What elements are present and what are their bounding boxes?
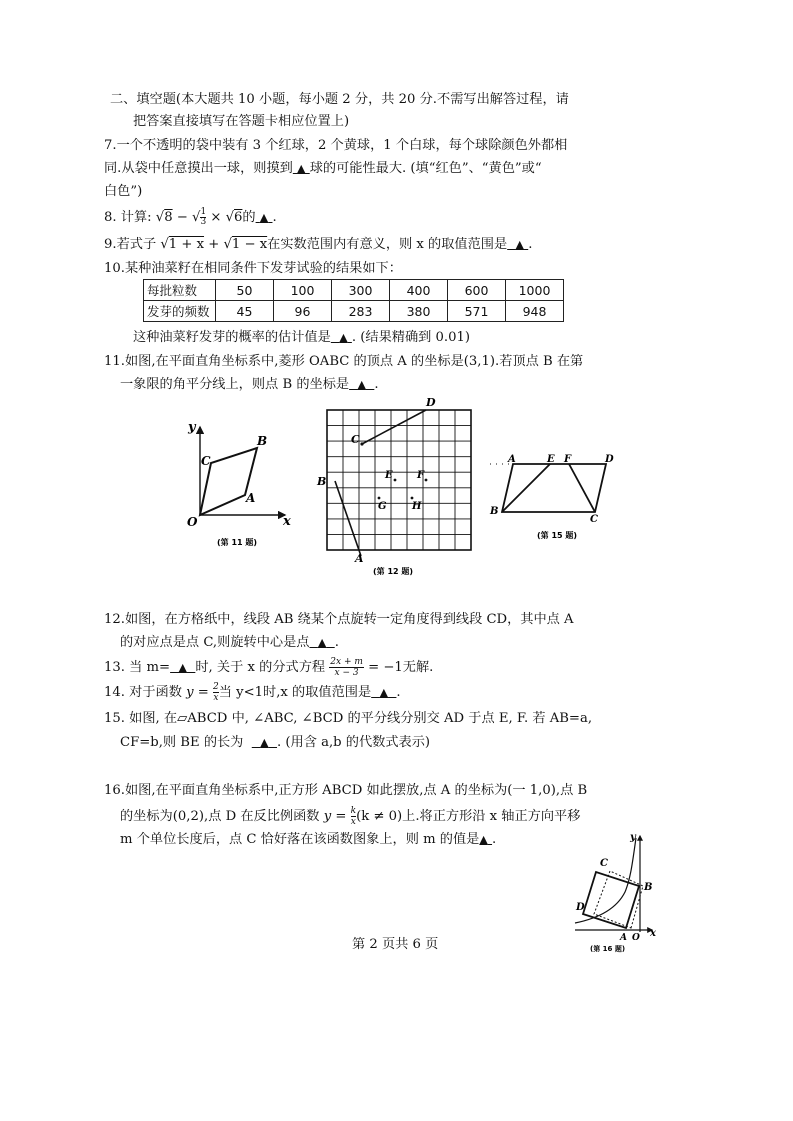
table-cell: 1000 xyxy=(506,280,564,301)
q10-conclusion: 这种油菜籽发芽的概率的估计值是 ▲ . (结果精确到 0.01) xyxy=(133,330,471,345)
answer-blank-q14: ▲ xyxy=(379,686,389,699)
q12-line1: 12.如图，在方格纸中，线段 AB 绕某个点旋转一定角度得到线段 CD，其中点 A xyxy=(104,612,574,627)
answer-blank-q15: ▲ xyxy=(260,736,269,749)
figure-16-caption: (第 16 题) xyxy=(590,945,626,953)
answer-blank-q16: ▲ xyxy=(479,833,488,846)
table-row xyxy=(144,301,564,322)
q12-line2: 的对应点是点 C,则旋转中心是点 ▲ . xyxy=(120,635,339,650)
table-cell: 96 xyxy=(274,301,332,322)
y-axis-label: y xyxy=(630,832,636,843)
q8-line: 8. 计算: √8 − √ $\frac{1}{3}$ × √6的 ▲ . xyxy=(104,207,277,227)
answer-blank-q10: ▲ xyxy=(339,331,348,344)
label-e: E xyxy=(547,454,555,465)
label-h: H xyxy=(412,501,422,512)
figure-11 xyxy=(180,415,295,555)
table-cell: 283 xyxy=(332,301,390,322)
figure-12-caption: (第 12 题) xyxy=(373,567,414,576)
label-b: B xyxy=(490,506,499,517)
section-header-line1: 二、填空题(本大题共 10 小题，每小题 2 分，共 20 分.不需写出解答过程，请 xyxy=(110,92,569,107)
bisector-be xyxy=(502,464,550,512)
q13-fraction: $\frac{2x + m}{x - 3}$ xyxy=(330,657,363,678)
table-cell: 600 xyxy=(448,280,506,301)
point-g xyxy=(378,497,381,500)
point-h xyxy=(411,497,414,500)
grid-border xyxy=(327,410,471,550)
point-c xyxy=(360,442,363,445)
q11-line1: 11.如图,在平面直角坐标系中,菱形 OABC 的顶点 A 的坐标是(3,1).若顶点 B 在第 xyxy=(104,354,584,369)
q16-fraction: $\frac{k}{x}$ xyxy=(350,806,357,827)
point-a-label: A xyxy=(246,491,256,505)
table-cell: 400 xyxy=(390,280,448,301)
q11-line2: 一象限的角平分线上，则点 B 的坐标是 ▲ . xyxy=(120,377,379,392)
table-cell: 100 xyxy=(274,280,332,301)
label-d: D xyxy=(426,396,436,409)
answer-blank-q13: ▲ xyxy=(178,661,187,674)
figure-15 xyxy=(488,450,623,545)
answer-blank-q12: ▲ xyxy=(317,636,327,649)
page-footer: 第 2 页共 6 页 xyxy=(352,937,439,952)
label-o: O xyxy=(632,933,640,943)
point-o-label: O xyxy=(187,515,198,529)
label-c: C xyxy=(351,433,360,446)
label-e: E xyxy=(385,470,393,481)
figure-15-caption: (第 15 题) xyxy=(537,531,578,540)
figure-16 xyxy=(570,830,665,955)
q13-line: 13. 当 m= ▲ 时, 关于 x 的分式方程 $\frac{2x + m}{x - 3}$ = −1无解. xyxy=(104,657,434,678)
q9-line: 9.若式子 √1 + x + √1 − x在实数范围内有意义，则 x 的取值范围是 ▲ . xyxy=(104,237,533,252)
q9-expression: √1 + x + √1 − x xyxy=(160,237,268,252)
point-b-label: B xyxy=(257,434,268,448)
answer-blank-q7: ▲ xyxy=(297,162,306,175)
label-a: A xyxy=(508,454,516,465)
q15-line1: 15. 如图, 在▱ABCD 中, ∠ABC, ∠BCD 的平分线分别交 AD 于点 E, F. 若 AB=a, xyxy=(104,711,593,726)
figure-11-caption: (第 11 题) xyxy=(217,538,258,547)
y-axis-label: y xyxy=(188,420,196,435)
point-e xyxy=(394,479,397,482)
grid-paper xyxy=(327,410,471,550)
figure-12 xyxy=(315,398,475,578)
q15-line2: CF=b,则 BE 的长为 ▲ . (用含 a,b 的代数式表示) xyxy=(120,735,431,750)
q16-line1: 16.如图,在平面直角坐标系中,正方形 ABCD 如此摆放,点 A 的坐标为(一 1,0),点 B xyxy=(104,783,588,798)
answer-blank-q8: ▲ xyxy=(259,211,269,224)
row-label-batch: 每批粒数 xyxy=(144,280,216,301)
table-row xyxy=(144,280,564,301)
label-c: C xyxy=(600,858,608,869)
answer-blank-q9: ▲ xyxy=(515,238,525,251)
q8-expression: √8 − √ $\frac{1}{3}$ × √6 xyxy=(155,207,243,227)
q16-line2: 的坐标为(0,2),点 D 在反比例函数 y = $\frac{k}{x}$ (k ≠ 0)上.将正方形沿 x 轴正方向平移 xyxy=(120,806,581,827)
label-g: G xyxy=(378,501,387,512)
point-f xyxy=(425,479,428,482)
label-b: B xyxy=(644,882,653,893)
bisector-cf xyxy=(569,464,595,512)
label-b: B xyxy=(317,475,327,488)
section-header-line2: 把答案直接填写在答题卡相应位置上) xyxy=(133,114,350,129)
q14-fraction: $\frac{2}{x}$ xyxy=(213,682,219,703)
table-cell: 380 xyxy=(390,301,448,322)
segment-cd xyxy=(362,410,426,444)
q7-line3: 白色”) xyxy=(104,184,143,199)
label-a: A xyxy=(355,552,364,565)
table-cell: 300 xyxy=(332,280,390,301)
label-f: F xyxy=(564,454,572,465)
q14-line: 14. 对于函数 y = $\frac{2}{x}$ 当 y<1时,x 的取值范围是 ▲ . xyxy=(104,682,401,703)
label-d: D xyxy=(605,454,614,465)
table-cell: 50 xyxy=(216,280,274,301)
table-cell: 571 xyxy=(448,301,506,322)
q16-line3: m 个单位长度后，点 C 恰好落在该函数图象上，则 m 的值是▲ . xyxy=(120,832,497,847)
label-c: C xyxy=(590,514,598,525)
germination-table xyxy=(143,279,564,322)
label-a: A xyxy=(620,933,627,943)
x-axis-label: x xyxy=(283,514,291,529)
x-axis-label: x xyxy=(650,928,656,939)
point-c-label: C xyxy=(201,454,211,468)
answer-blank-q11: ▲ xyxy=(357,378,366,391)
label-d: D xyxy=(576,902,585,913)
q7-line2: 同.从袋中任意摸出一球，则摸到 ▲ 球的可能性最大. (填“红色”、“黄色”或“ xyxy=(104,161,542,176)
table-cell: 948 xyxy=(506,301,564,322)
q10-intro: 10.某种油菜籽在相同条件下发芽试验的结果如下： xyxy=(104,261,402,276)
label-f: F xyxy=(417,470,425,481)
table-cell: 45 xyxy=(216,301,274,322)
row-label-germinated: 发芽的频数 xyxy=(144,301,216,322)
q7-line1: 7.一个不透明的袋中装有 3 个红球，2 个黄球，1 个白球，每个球除颜色外都相 xyxy=(104,138,568,153)
